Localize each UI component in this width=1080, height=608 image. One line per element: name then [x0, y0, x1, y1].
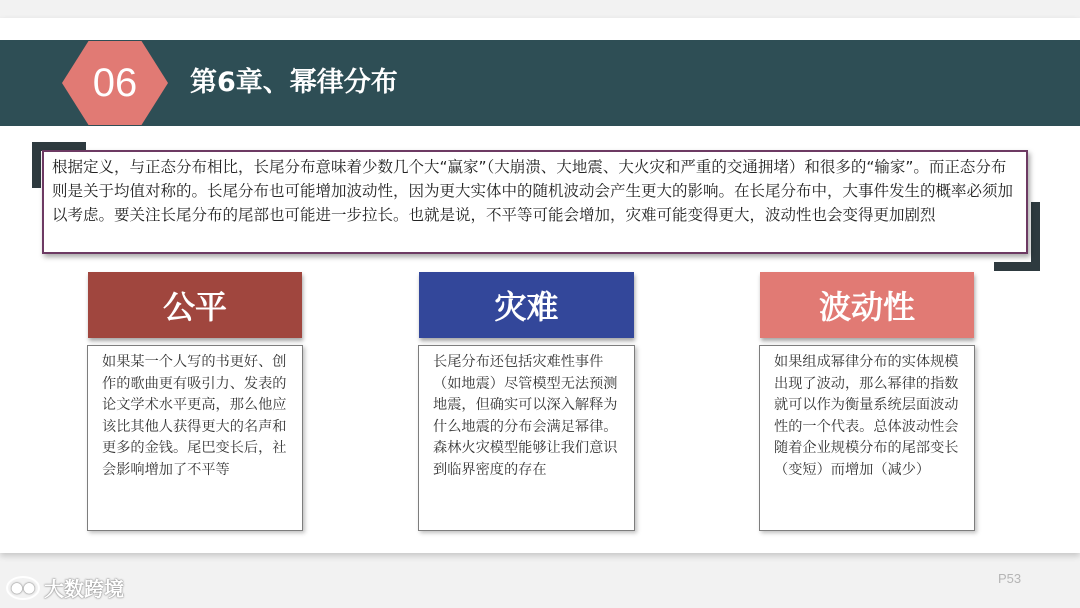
category-box-volatility	[759, 345, 975, 531]
chapter-number: 06	[92, 60, 138, 105]
intro-box	[42, 150, 1028, 254]
chapter-title: 第6章、幂律分布	[190, 67, 398, 98]
category-header-disaster: 灾难	[419, 272, 634, 338]
intro-text: 根据定义，与正态分布相比，长尾分布意味着少数几个大“赢家”（大崩溃、大地震、大火灾和严重的交通拥堵）和很多的“输家”。而正态分布则是关于均值对称的。长尾分布也可能增加波动性，因为更大实体中的随机波动会产生更大的影响。在长尾分布中，大事件发生的概率必须加以考虑。要关注长尾分布的尾部也可能进一步拉长。也就是说，不平等可能会增加，灾难可能变得更大，波动性也会变得更加剧烈	[52, 158, 1014, 224]
corner-decoration-top-left-vertical	[32, 142, 41, 188]
category-box-disaster	[418, 345, 635, 531]
corner-decoration-bottom-right-vertical	[1031, 202, 1040, 271]
category-text-fairness: 如果某一个人写的书更好、创作的歌曲更有吸引力、发表的论文学术水平更高，那么他应该比其他人获得更大的名声和更多的金钱。尾巴变长后，社会影响增加了不平等	[102, 354, 287, 478]
category-text-disaster: 长尾分布还包括灾难性事件（如地震）尽管模型无法预测地震，但确实可以深入解释为什么地震的分布会满足幂律。森林火灾模型能够让我们意识到临界密度的存在	[433, 354, 618, 478]
category-box-fairness	[87, 345, 303, 531]
category-header-volatility: 波动性	[760, 272, 974, 338]
watermark	[6, 573, 124, 602]
category-text-volatility: 如果组成幂律分布的实体规模出现了波动，那么幂律的指数就可以作为衡量系统层面波动性的一个代表。总体波动性会随着企业规模分布的尾部变长（变短）而增加（减少）	[774, 354, 959, 478]
watermark-text: 大数跨境	[44, 577, 124, 601]
page-number: P53	[998, 571, 1022, 586]
category-header-fairness: 公平	[88, 272, 302, 338]
watermark-logo-icon: ●●	[6, 576, 40, 600]
